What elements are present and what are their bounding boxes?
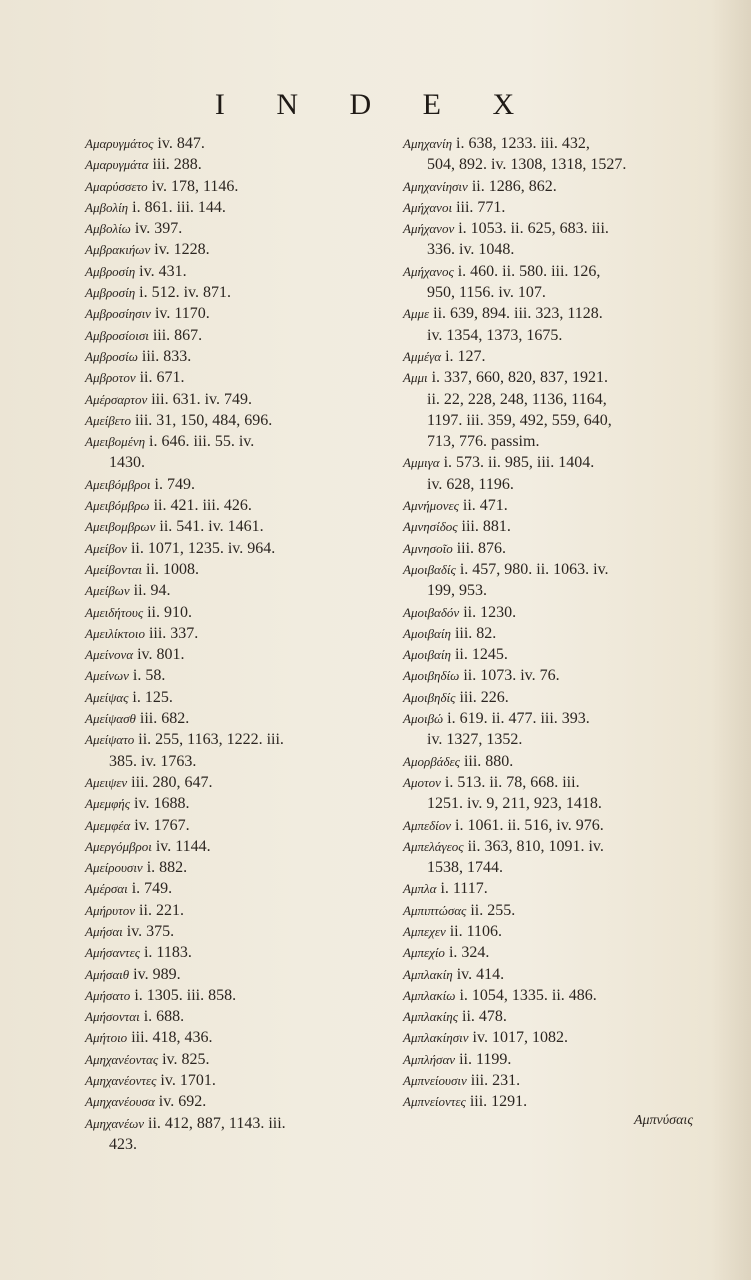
index-references: ii. 910.: [147, 603, 192, 621]
index-entry: [403, 239, 703, 260]
index-headword: Αμαρύσσετο: [85, 178, 148, 194]
index-references: i. 1053. ii. 625, 683. iii.: [458, 220, 609, 238]
index-headword: Αμβολίη: [85, 199, 129, 215]
index-references: ii. 421. iii. 426.: [153, 497, 252, 515]
index-references: iii. 771.: [456, 198, 506, 216]
index-entry: [85, 495, 390, 516]
index-headword: Αμμι: [403, 370, 428, 386]
index-references: iv. 414.: [456, 965, 505, 983]
index-headword: Αμβροσίω: [85, 348, 138, 364]
index-references: i. 749.: [154, 475, 195, 493]
index-references: ii. 1286, 862.: [471, 177, 557, 195]
index-references: 336. iv. 1048.: [427, 241, 515, 259]
index-headword: Αμπνείουσιν: [403, 1073, 467, 1089]
index-references: ii. 1245.: [454, 646, 508, 664]
index-headword: Αμηχανίησιν: [403, 178, 468, 194]
index-references: ii. 94.: [133, 582, 171, 600]
index-entry: [85, 751, 390, 772]
index-entry: [403, 857, 703, 878]
index-headword: Αμπεχίο: [403, 945, 445, 961]
index-headword: Αμειβομβρων: [85, 519, 156, 535]
index-column-left: [85, 133, 390, 1155]
index-references: i. 457, 980. ii. 1063. iv.: [459, 560, 609, 578]
index-references: i. 460. ii. 580. iii. 126,: [457, 262, 601, 280]
index-references: 713, 776. passim.: [427, 433, 540, 451]
index-headword: Αμείβων: [85, 583, 130, 599]
index-references: 504, 892. iv. 1308, 1318, 1527.: [427, 156, 627, 174]
index-headword: Αμβροσίησιν: [85, 306, 151, 322]
index-references: i. 1117.: [440, 880, 488, 898]
index-entry: [403, 1049, 703, 1070]
index-entry: [403, 878, 703, 899]
index-references: iii. 880.: [463, 752, 514, 770]
index-references: iv. 1228.: [154, 241, 210, 259]
index-headword: Αμείβετο: [85, 412, 131, 428]
index-entry: [403, 772, 703, 793]
index-entry: [403, 282, 703, 303]
index-headword: Αμήτοιο: [85, 1030, 128, 1046]
page-title: I N D E X: [214, 88, 537, 121]
index-references: i. 1054, 1335. ii. 486.: [459, 986, 597, 1004]
index-entry: [403, 325, 703, 346]
index-entry: [403, 303, 703, 324]
index-entry: [403, 495, 703, 516]
index-entry: [403, 836, 703, 857]
index-entry: [85, 431, 390, 452]
index-entry: [85, 687, 390, 708]
index-references: i. 882.: [146, 859, 188, 877]
index-entry: [403, 580, 703, 601]
index-entry: [85, 1006, 390, 1027]
index-headword: Αμειδήτους: [85, 604, 144, 620]
index-entry: [85, 154, 390, 175]
index-references: i. 573. ii. 985, iii. 1404.: [443, 454, 595, 472]
index-entry: [85, 942, 390, 963]
index-references: iii. 876.: [456, 539, 507, 557]
index-headword: Αμείψασθ: [85, 711, 136, 727]
index-headword: Αμμιγα: [403, 455, 440, 471]
index-entry: [85, 900, 390, 921]
index-headword: Αμήχανον: [403, 221, 455, 237]
index-references: i. 324.: [448, 944, 490, 962]
index-headword: Αμήσαιθ: [85, 966, 130, 982]
index-entry: [85, 538, 390, 559]
index-entry: [403, 197, 703, 218]
index-entry: [85, 644, 390, 665]
index-headword: Αμεργόμβροι: [85, 838, 152, 854]
index-entry: [85, 239, 390, 260]
index-references: i. 1061. ii. 516, iv. 976.: [455, 816, 604, 834]
index-headword: Αμνήμονες: [403, 498, 459, 514]
index-entry: [85, 964, 390, 985]
index-references: i. 1183.: [143, 944, 192, 962]
index-references: i. 512. iv. 871.: [139, 284, 232, 302]
index-headword: Αμμε: [403, 306, 430, 322]
index-headword: Αμοιβώ: [403, 711, 444, 727]
index-references: 385. iv. 1763.: [109, 752, 197, 770]
index-entry: [403, 815, 703, 836]
index-entry: [403, 176, 703, 197]
index-references: ii. 478.: [462, 1008, 507, 1026]
index-entry: [403, 1006, 703, 1027]
index-references: ii. 1199.: [459, 1050, 512, 1068]
index-headword: Αμήχανοι: [403, 199, 453, 215]
index-references: ii. 1008.: [146, 560, 199, 578]
index-headword: Αμεμφέα: [85, 817, 131, 833]
index-headword: Αμβρακιήων: [85, 242, 151, 258]
index-headword: Αμαρυγμάτος: [85, 136, 154, 151]
index-headword: Αμπεχεν: [403, 923, 446, 939]
index-headword: Αμείρουσιν: [85, 860, 143, 876]
index-entry: [403, 665, 703, 686]
index-entry: [85, 1049, 390, 1070]
index-headword: Αμοιβαίη: [403, 625, 451, 641]
index-headword: Αμήσαντες: [85, 945, 140, 961]
index-entry: [85, 772, 390, 793]
index-entry: [403, 964, 703, 985]
index-references: ii. 639, 894. iii. 323, 1128.: [433, 305, 603, 323]
index-headword: Αμβροσίη: [85, 285, 136, 301]
index-entry: [85, 559, 390, 580]
index-headword: Αμείβονται: [85, 561, 143, 577]
index-references: iv. 397.: [134, 220, 183, 238]
index-headword: Αμείνονα: [85, 647, 134, 663]
index-headword: Αμήσονται: [85, 1009, 140, 1025]
index-references: i. 619. ii. 477. iii. 393.: [447, 710, 590, 728]
index-entry: [85, 985, 390, 1006]
index-headword: Αμείνων: [85, 668, 129, 684]
index-entry: [403, 452, 703, 473]
index-headword: Αμπλακίω: [403, 987, 456, 1003]
index-headword: Αμοιβαδίς: [403, 561, 456, 577]
index-entry: [85, 793, 390, 814]
index-entry: [403, 133, 703, 154]
index-headword: Αμηχανέοντες: [85, 1073, 157, 1089]
index-entry: [85, 580, 390, 601]
index-headword: Αμοιβηδίς: [403, 689, 456, 705]
index-references: ii. 471.: [462, 497, 508, 515]
index-references: iii. 881.: [461, 518, 511, 536]
index-references: i. 861. iii. 144.: [132, 198, 226, 216]
index-references: iv. 431.: [139, 262, 187, 280]
index-headword: Αμειβομένη: [85, 434, 146, 450]
index-references: iii. 82.: [454, 624, 497, 642]
index-references: ii. 541. iv. 1461.: [159, 518, 264, 536]
index-references: iv. 1767.: [134, 816, 190, 834]
index-entry: [85, 389, 390, 410]
index-references: ii. 1073. iv. 76.: [463, 667, 560, 685]
index-entry: [403, 154, 703, 175]
index-references: 950, 1156. iv. 107.: [427, 284, 546, 302]
index-entry: [85, 1091, 390, 1112]
index-references: iv. 1354, 1373, 1675.: [427, 326, 563, 344]
index-headword: Αμήσαι: [85, 923, 123, 939]
index-entry: [403, 921, 703, 942]
index-references: ii. 255.: [470, 901, 516, 919]
index-references: iii. 833.: [141, 347, 192, 365]
index-references: i. 58.: [132, 667, 166, 685]
index-references: ii. 363, 810, 1091. iv.: [467, 837, 604, 855]
index-entry: [85, 133, 390, 154]
index-references: i. 749.: [131, 880, 173, 898]
index-headword: Αμείβον: [85, 540, 127, 556]
index-entry: [85, 857, 390, 878]
index-entry: [403, 942, 703, 963]
index-entry: [403, 985, 703, 1006]
index-references: iv. 628, 1196.: [427, 475, 514, 493]
index-entry: [85, 602, 390, 623]
index-entry: [85, 665, 390, 686]
index-entry: [403, 751, 703, 772]
index-references: iii. 31, 150, 484, 696.: [134, 411, 273, 429]
index-references: iv. 825.: [162, 1050, 210, 1068]
index-headword: Αμβολίω: [85, 221, 131, 237]
index-entry: [85, 1134, 390, 1155]
index-references: ii. 1071, 1235. iv. 964.: [130, 539, 276, 557]
index-headword: Αμειλίκτοιο: [85, 625, 145, 641]
index-headword: Αμπλήσαν: [403, 1051, 456, 1067]
index-entry: [85, 410, 390, 431]
index-entry: [403, 218, 703, 239]
index-entry: [85, 282, 390, 303]
index-references: iv. 1688.: [134, 795, 190, 813]
index-headword: Αμμέγα: [403, 348, 442, 364]
index-headword: Αμείψατο: [85, 732, 135, 748]
index-entry: [403, 1070, 703, 1091]
index-entry: [85, 303, 390, 324]
index-headword: Αμηχανέοντας: [85, 1051, 159, 1067]
index-references: iii. 337.: [148, 624, 199, 642]
index-entry: [85, 452, 390, 473]
index-references: iv. 375.: [126, 922, 175, 940]
index-entry: [403, 410, 703, 431]
index-headword: Αμοιβαδόν: [403, 604, 460, 620]
index-headword: Αμβροσίοισι: [85, 327, 149, 343]
index-references: iv. 1170.: [154, 305, 210, 323]
index-headword: Αμπεδίον: [403, 817, 452, 833]
index-column-right: [403, 133, 703, 1113]
index-headword: Αμαρυγμάτα: [85, 157, 149, 173]
index-references: 1251. iv. 9, 211, 923, 1418.: [427, 795, 602, 813]
index-entry: [85, 367, 390, 388]
index-entry: [403, 900, 703, 921]
index-entry: [85, 623, 390, 644]
index-references: 199, 953.: [427, 582, 487, 600]
index-headword: Αμνησοῖο: [403, 540, 453, 556]
index-headword: Αμπελάγεος: [403, 838, 464, 854]
index-headword: Αμέρσαρτον: [85, 391, 148, 407]
index-entry: [85, 176, 390, 197]
index-headword: Αμειβόμβρω: [85, 498, 150, 514]
index-headword: Αμέρσαι: [85, 881, 128, 897]
index-references: ii. 22, 228, 248, 1136, 1164,: [427, 390, 607, 408]
index-references: iv. 1701.: [160, 1072, 216, 1090]
index-references: ii. 671.: [139, 369, 185, 387]
index-headword: Αμήχανος: [403, 263, 454, 279]
index-references: iii. 418, 436.: [131, 1029, 213, 1047]
index-entry: [403, 261, 703, 282]
index-headword: Αμήρυτον: [85, 902, 136, 918]
index-entry: [85, 708, 390, 729]
catchword: Αμπνύσαις: [633, 1113, 693, 1128]
index-headword: Αμήσατο: [85, 987, 131, 1003]
index-references: iii. 231.: [470, 1072, 521, 1090]
index-entry: [85, 218, 390, 239]
index-entry: [85, 516, 390, 537]
index-references: iii. 631. iv. 749.: [151, 390, 252, 408]
index-entry: [403, 602, 703, 623]
index-references: ii. 221.: [139, 901, 184, 919]
index-entry: [85, 1070, 390, 1091]
index-references: ii. 255, 1163, 1222. iii.: [138, 731, 284, 749]
index-references: iv. 989.: [133, 965, 181, 983]
index-headword: Αμπλα: [403, 881, 437, 897]
index-headword: Αμπλακίησιν: [403, 1030, 469, 1046]
index-headword: Αμοιβαίη: [403, 647, 451, 663]
index-entry: [403, 1091, 703, 1112]
index-entry: [85, 878, 390, 899]
index-entry: [85, 346, 390, 367]
page-edge-shadow: [711, 0, 751, 1280]
index-references: iv. 847.: [157, 135, 205, 152]
index-references: iv. 1327, 1352.: [427, 731, 523, 749]
index-entry: [85, 1027, 390, 1048]
index-references: iii. 226.: [459, 688, 509, 706]
index-references: i. 127.: [445, 347, 486, 365]
index-references: ii. 1106.: [449, 922, 503, 940]
index-references: iv. 1144.: [155, 837, 211, 855]
index-references: 423.: [109, 1135, 137, 1153]
index-entry: [403, 729, 703, 750]
index-references: 1430.: [109, 454, 145, 472]
index-headword: Αμηχανέουσα: [85, 1094, 155, 1110]
index-entry: [403, 516, 703, 537]
index-references: i. 638, 1233. iii. 432,: [456, 135, 590, 152]
index-headword: Αμηχανίη: [403, 136, 453, 151]
index-entry: [403, 559, 703, 580]
index-entry: [403, 708, 703, 729]
index-headword: Αμπνείοντες: [403, 1094, 466, 1110]
index-references: iii. 280, 647.: [131, 773, 213, 791]
index-entry: [403, 367, 703, 388]
index-entry: [85, 729, 390, 750]
index-references: i. 646. iii. 55. iv.: [149, 433, 255, 451]
index-entry: [403, 346, 703, 367]
index-references: i. 125.: [132, 688, 173, 706]
index-headword: Αμνησίδος: [403, 519, 458, 535]
index-headword: Αμπλακίης: [403, 1009, 459, 1025]
index-entry: [403, 644, 703, 665]
index-references: i. 513. ii. 78, 668. iii.: [444, 773, 580, 791]
index-entry: [403, 793, 703, 814]
index-headword: Αμπλακίη: [403, 966, 453, 982]
index-references: 1538, 1744.: [427, 859, 503, 877]
index-entry: [403, 623, 703, 644]
index-headword: Αμοιβηδίω: [403, 668, 460, 684]
index-entry: [403, 431, 703, 452]
index-entry: [85, 261, 390, 282]
index-entry: [85, 1113, 390, 1134]
index-entry: [403, 389, 703, 410]
index-references: iii. 1291.: [469, 1093, 528, 1111]
index-entry: [403, 538, 703, 559]
index-entry: [85, 197, 390, 218]
index-references: ii. 1230.: [463, 603, 517, 621]
index-references: iv. 801.: [137, 646, 185, 664]
index-headword: Αμβροσίη: [85, 263, 136, 279]
index-headword: Αμηχανέων: [85, 1115, 145, 1131]
index-headword: Αμοτον: [403, 774, 441, 790]
index-headword: Αμορβάδες: [403, 753, 460, 769]
index-headword: Αμειψεν: [85, 774, 128, 790]
index-references: i. 688.: [143, 1008, 185, 1026]
index-references: iii. 682.: [139, 710, 190, 728]
index-headword: Αμεμφής: [85, 796, 131, 812]
index-entry: [403, 1027, 703, 1048]
index-entry: [403, 687, 703, 708]
index-entry: [85, 325, 390, 346]
index-entry: [85, 836, 390, 857]
index-references: iii. 288.: [152, 156, 202, 174]
index-entry: [85, 474, 390, 495]
index-headword: Αμβροτον: [85, 370, 136, 386]
index-references: iii. 867.: [152, 326, 203, 344]
index-headword: Αμπιπτώσας: [403, 902, 467, 918]
index-references: iv. 692.: [158, 1093, 207, 1111]
index-references: ii. 412, 887, 1143. iii.: [148, 1114, 286, 1132]
index-references: iv. 1017, 1082.: [472, 1029, 568, 1047]
index-headword: Αμειβόμβροι: [85, 476, 151, 492]
index-entry: [85, 815, 390, 836]
index-headword: Αμείψας: [85, 689, 129, 705]
index-entry: [85, 921, 390, 942]
index-references: 1197. iii. 359, 492, 559, 640,: [427, 411, 612, 429]
index-references: i. 337, 660, 820, 837, 1921.: [431, 369, 609, 387]
index-references: i. 1305. iii. 858.: [134, 986, 237, 1004]
index-references: iv. 178, 1146.: [151, 177, 239, 195]
index-entry: [403, 474, 703, 495]
